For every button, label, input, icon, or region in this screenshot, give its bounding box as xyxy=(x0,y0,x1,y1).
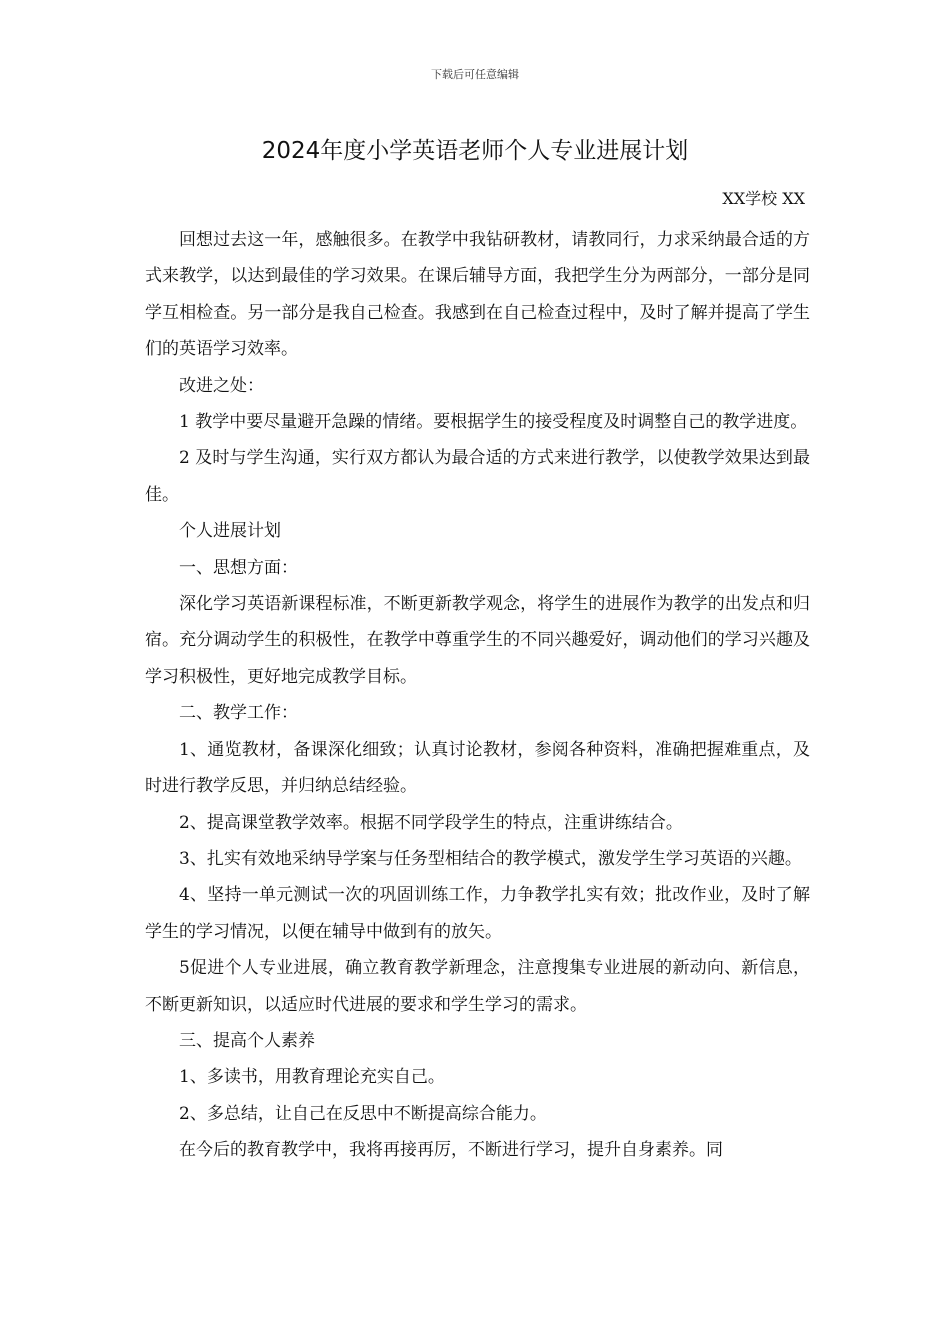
paragraph: 深化学习英语新课程标准，不断更新教学观念，将学生的进展作为教学的出发点和归宿。充分调动学生的积极性，在教学中尊重学生的不同兴趣爱好，调动他们的学习兴趣及学习积极性，更好地完成教学目标。 xyxy=(145,594,810,687)
paragraph: 回想过去这一年，感触很多。在教学中我钻研教材，请教同行，力求采纳最合适的方式来教学，以达到最佳的学习效果。在课后辅导方面，我把学生分为两部分，一部分是同学互相检查。另一部分是我自己检查。我感到在自己检查过程中，及时了解并提高了学生们的英语学习效率。 xyxy=(145,230,810,360)
paragraph: 1、多读书，用教育理论充实自己。 xyxy=(179,1067,445,1088)
header-note: 下载后可任意编辑 xyxy=(431,68,519,81)
paragraph: 4、坚持一单元测试一次的巩固训练工作，力争教学扎实有效；批改作业，及时了解学生的学习情况，以便在辅导中做到有的放矢。 xyxy=(145,885,810,942)
paragraph: 2、多总结，让自己在反思中不断提高综合能力。 xyxy=(179,1103,547,1124)
document-title: 2024年度小学英语老师个人专业进展计划 xyxy=(261,138,689,164)
paragraph: 2 及时与学生沟通，实行双方都认为最合适的方式来进行教学，以使教学效果达到最佳。 xyxy=(145,448,810,505)
paragraph: 在今后的教育教学中，我将再接再厉，不断进行学习，提升自身素养。同 xyxy=(179,1140,723,1161)
paragraph: 改进之处： xyxy=(179,375,264,396)
paragraph: 2、提高课堂教学效率。根据不同学段学生的特点，注重讲练结合。 xyxy=(179,812,683,833)
paragraph: 1 教学中要尽量避开急躁的情绪。要根据学生的接受程度及时调整自己的教学进度。 xyxy=(179,412,808,433)
paragraph: 5促进个人专业进展，确立教育教学新理念，注意搜集专业进展的新动向、新信息，不断更新知识，以适应时代进展的要求和学生学习的需求。 xyxy=(145,958,810,1015)
paragraph: 二、教学工作： xyxy=(179,703,298,724)
byline: XX学校 XX xyxy=(722,189,805,208)
paragraph: 个人进展计划 xyxy=(179,521,281,542)
paragraph: 1、通览教材，备课深化细致；认真讨论教材，参阅各种资料，准确把握难重点，及时进行教学反思，并归纳总结经验。 xyxy=(145,739,810,797)
paragraph: 三、提高个人素养 xyxy=(179,1030,315,1051)
document-body xyxy=(145,222,810,1169)
paragraph: 3、扎实有效地采纳导学案与任务型相结合的教学模式，激发学生学习英语的兴趣。 xyxy=(179,848,802,869)
paragraph: 一、思想方面： xyxy=(179,557,298,578)
